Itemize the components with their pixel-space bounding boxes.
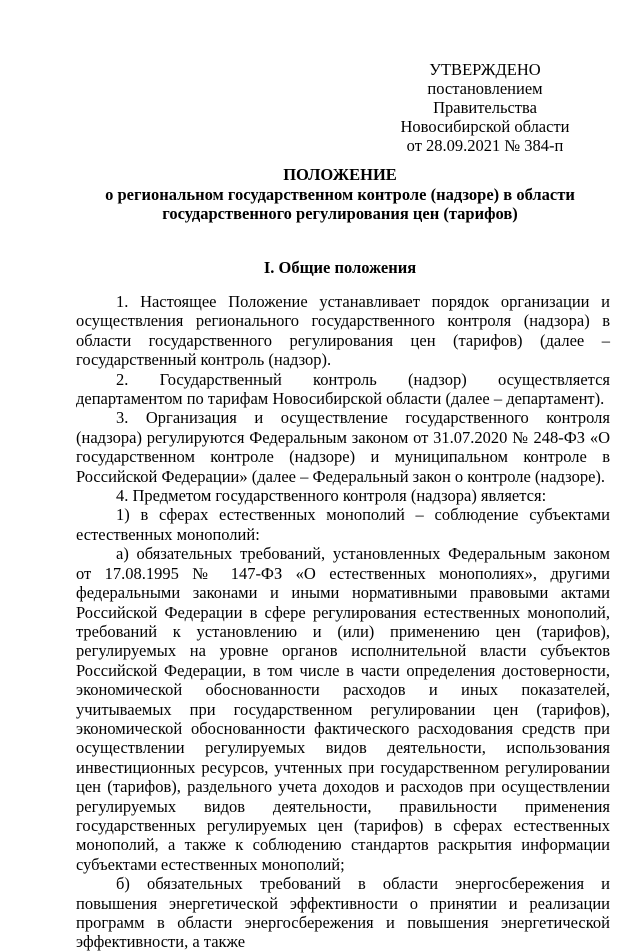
paragraph-4-1: 1) в сферах естественных монополий – соблюдение субъектами естественных монополий: [76,505,610,544]
document-title [70,165,610,224]
paragraph-4-1-a: а) обязательных требований, установленных Федеральным законом от 17.08.1995 № 147-ФЗ «О естественных монополиях», другими федеральными законами и иными нормативными правовыми актами Российской Федерации в сфере регулирования естественных монополий, требований к установлению и (или) применению цен (тарифов), регулируемых на уровне органов исполнительной власти субъектов Российской Федерации, в том числе в части определения достоверности, экономической обоснованности расходов и иных показателей, учитываемых при государственном регулировании цен (тарифов), экономической обоснованности фактического расходования средств при осуществлении регулируемых видов деятельности, использования инвестиционных ресурсов, учтенных при государственном регулировании цен (тарифов), раздельного учета доходов и расходов при осуществлении регулируемых видов деятельности, правильности применения государственных регулируемых цен (тарифов) в сферах естественных монополий, а также к соблюдению стандартов раскрытия информации субъектами естественных монополий; [76,544,610,874]
paragraph-1: 1. Настоящее Положение устанавливает порядок организации и осуществления регионального государственного контроля (надзора) в области государственного регулирования цен (тарифов) (далее – государственный контроль (надзор). [76,292,610,370]
paragraph-3: 3. Организация и осуществление государственного контроля (надзора) регулируются Федеральным законом от 31.07.2020 № 248-ФЗ «О государственном контроле (надзоре) и муниципальном контроле в Российской Федерации» (далее – Федеральный закон о контроле (надзоре). [76,408,610,486]
paragraph-4: 4. Предметом государственного контроля (надзора) является: [116,486,547,506]
approval-heading: УТВЕРЖДЕНО [429,60,541,79]
approval-resolution: постановлением Правительства [427,79,543,117]
approval-date-number: от 28.09.2021 № 384-п [406,136,564,155]
approval-stamp [380,60,590,155]
paragraph-4-1-b: б) обязательных требований в области энергосбережения и повышения энергетической эффективности о принятии и реализации программ в области энергосбережения и повышения энергетической эффективности, а также [76,874,610,952]
title-subtitle-line-1: о региональном государственном контроле (надзоре) в области [105,184,575,204]
approval-region: Новосибирской области [400,117,570,136]
paragraph-2: 2. Государственный контроль (надзор) осуществляется департаментом по тарифам Новосибирской области (далее – департамент). [76,369,610,409]
title-subtitle-line-2: государственного регулирования цен (тарифов) [162,204,518,223]
section-heading: I. Общие положения [263,258,417,277]
title-main: ПОЛОЖЕНИЕ [283,165,397,184]
document-body [76,292,610,952]
